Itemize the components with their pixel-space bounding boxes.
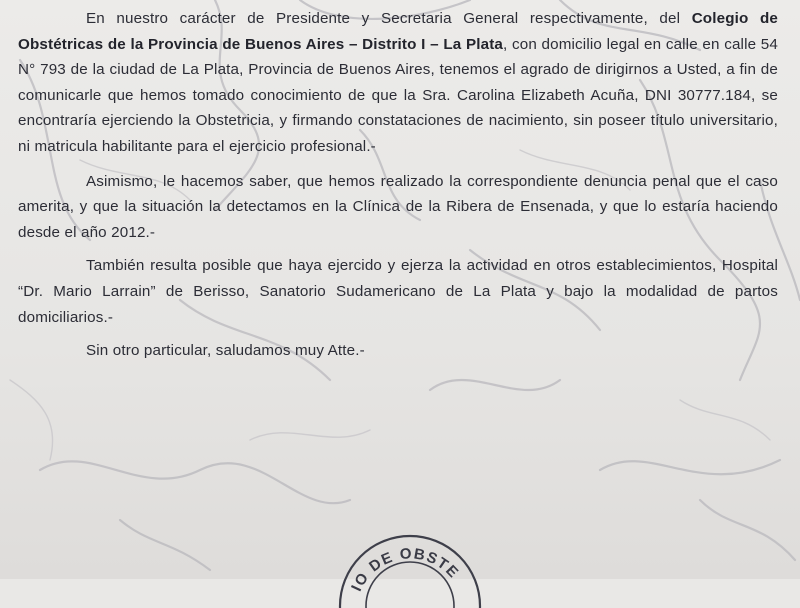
paragraph-3-text: También resulta posible que haya ejercido y ejerza la actividad en otros establecimientos, Hospital “Dr. Mario Larrain” de Berisso, Sanatorio Sudamericano de La Plata y bajo la modalidad de partos domiciliarios.-	[18, 257, 778, 326]
paragraph-4	[0, 338, 800, 364]
letter-body	[0, 6, 800, 364]
seal-text: IO DE OBSTE	[348, 545, 463, 594]
closing-salutation: Sin otro particular, saludamos muy Atte.-	[86, 342, 365, 360]
paragraph-2	[0, 169, 800, 246]
paragraph-1-rest: , con domicilio legal en calle en calle 54 N° 793 de la ciudad de La Plata, Provincia de Buenos Aires, tenemos el agrado de dirigirnos a Usted, a fin de comunicarle que hemos tomado conocimiento de que la Sra. Carolina Elizabeth Acuña, DNI 30777.184, se encontraría ejerciendo la Obstetricia, y firmando constataciones de nacimiento, sin poseer título universitario, ni matricula habilitante para el ejercicio profesional.-	[18, 35, 778, 155]
paragraph-2-text: Asimismo, le hacemos saber, que hemos realizado la correspondiente denuncia penal que el caso amerita, y que la situación la detectamos en la Clínica de la Ribera de Ensenada, y que lo estaría haciendo desde el año 2012.-	[18, 172, 778, 241]
organization-name: Colegio de Obstétricas de la Provincia de Buenos Aires – Distrito I – La Plata	[18, 10, 778, 53]
official-seal-stamp	[330, 518, 490, 608]
paragraph-1	[0, 6, 800, 160]
paragraph-3	[0, 253, 800, 330]
paragraph-1-intro: En nuestro carácter de Presidente y Secretaria General respectivamente, del	[86, 10, 692, 27]
